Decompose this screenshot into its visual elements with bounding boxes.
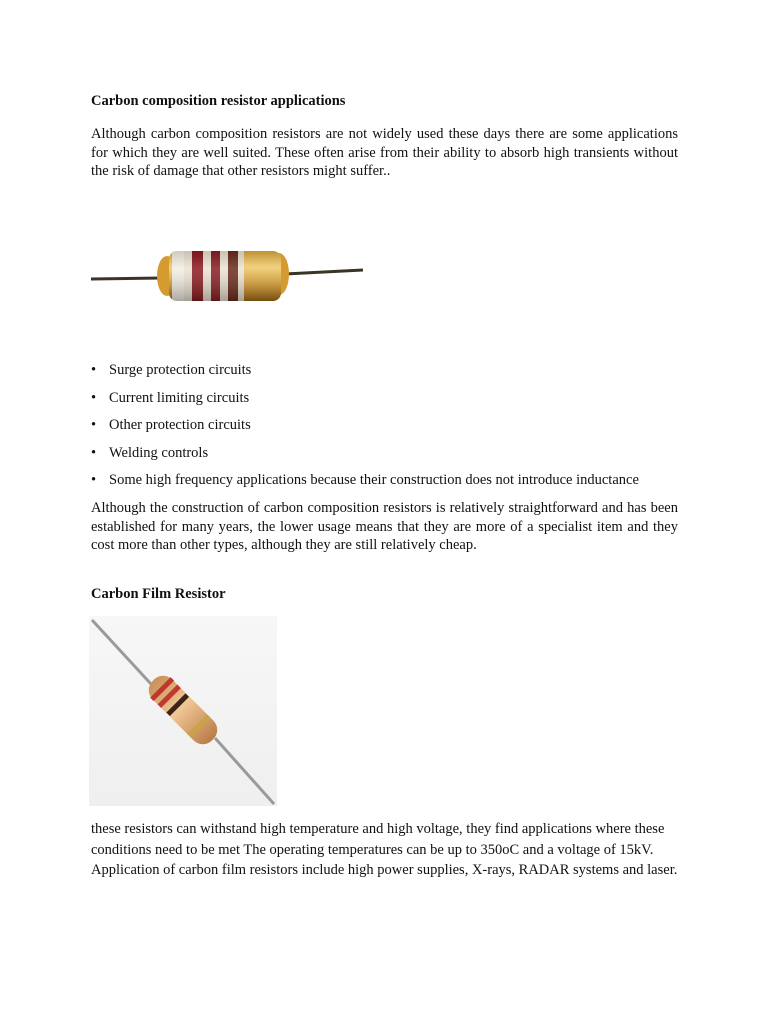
list-item: • Other protection circuits (91, 417, 251, 433)
bullet-icon: • (91, 444, 97, 461)
bullet-icon: • (91, 472, 97, 488)
carbon-film-resistor-image (89, 616, 277, 806)
section-heading-carbon-composition: Carbon composition resistor applications (91, 93, 346, 109)
list-item: • Some high frequency applications because their construction does not introduce inductance (91, 472, 639, 488)
applications-list (91, 361, 639, 499)
section-heading-carbon-film: Carbon Film Resistor (91, 586, 226, 602)
carbon-film-paragraph: these resistors can withstand high temperature and high voltage, they find applications where these conditions need to be met The operating temperatures can be up to 350oC and a voltage of 15kV. Application of carbon film resistors include high power supplies, X-rays, RADAR systems and laser. (91, 821, 678, 878)
list-item: • Welding controls (91, 444, 209, 461)
carbon-composition-resistor-image (89, 190, 365, 352)
list-item: • Current limiting circuits (91, 389, 250, 406)
bullet-icon: • (91, 362, 97, 378)
list-item: • Surge protection circuits (91, 362, 252, 378)
bullet-icon: • (91, 389, 97, 406)
intro-paragraph: Although carbon composition resistors are not widely used these days there are some applications for which they are well suited. These often arise from their ability to absorb high transients without the risk of damage that other resistors might suffer.. (91, 126, 678, 179)
closing-paragraph: Although the construction of carbon composition resistors is relatively straightforward and has been established for many years, the lower usage means that they are more of a specialist item and they cost more than other types, although they are still relatively cheap. (91, 500, 678, 553)
bullet-icon: • (91, 417, 97, 433)
